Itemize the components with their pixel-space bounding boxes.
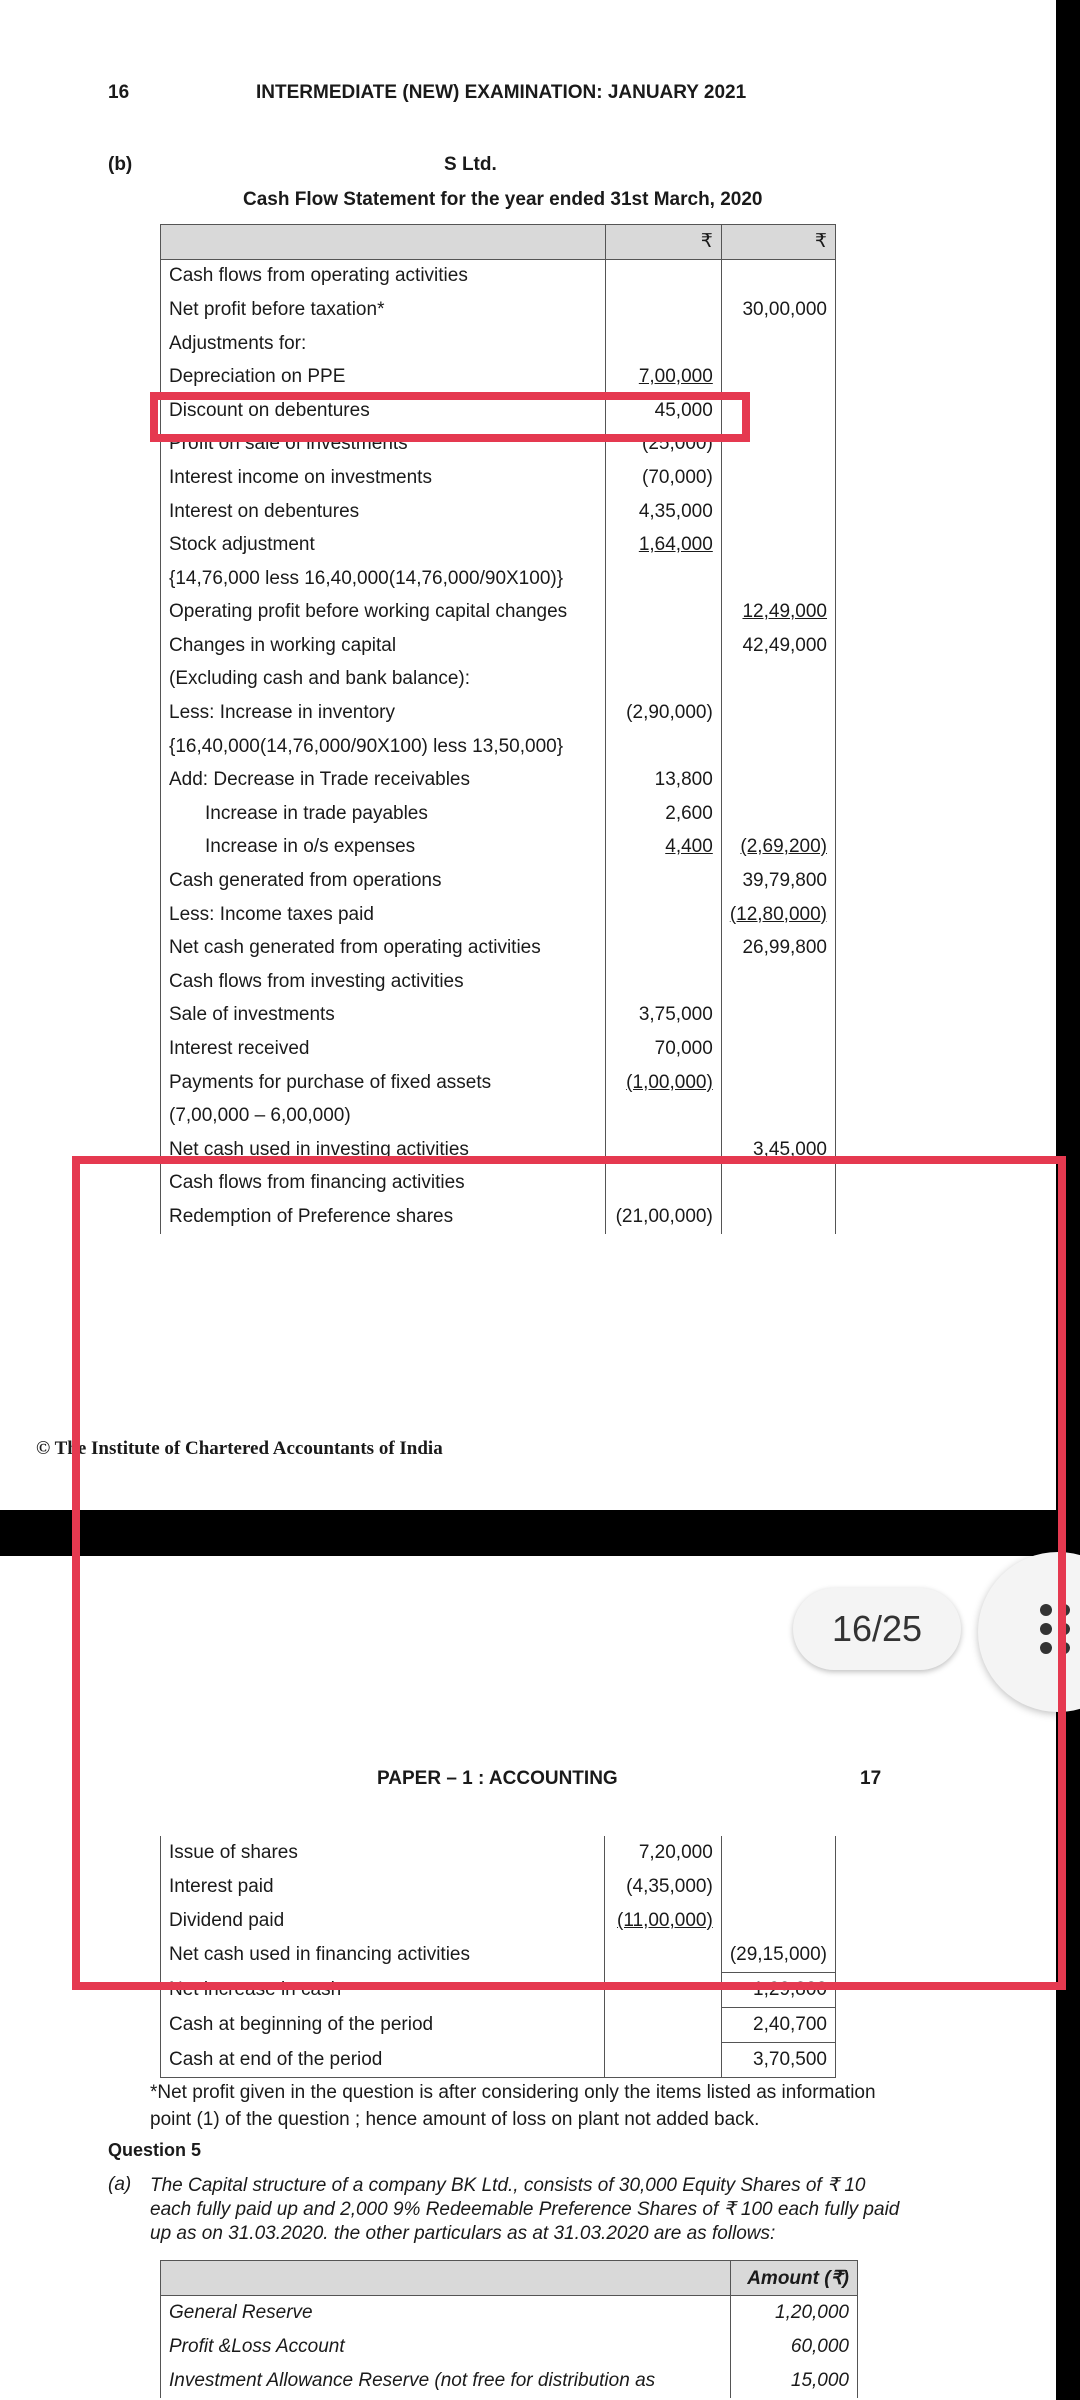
question-text (150, 2174, 899, 2246)
table-row: Interest paid (4,35,000) (161, 1870, 836, 1904)
question-line: The Capital structure of a company BK Ltd., consists of 30,000 Equity Shares of ₹ 10 (150, 2175, 866, 2196)
footnote-line: *Net profit given in the question is after considering only the items listed as information (150, 2082, 876, 2103)
table-row: Sale of investments 3,75,000 (161, 999, 836, 1033)
table-row: Cash generated from operations 39,79,800 (161, 865, 836, 899)
copyright-footer: © The Institute of Chartered Accountants of India (36, 1438, 443, 1459)
table-row: Depreciation on PPE 7,00,000 (161, 361, 836, 395)
table-row: Redemption of Preference shares (21,00,000) (161, 1201, 836, 1235)
table-row: Profit on sale of investments (25,000) (161, 428, 836, 462)
table-row: Payments for purchase of fixed assets (1,00,000) (161, 1066, 836, 1100)
page-number: 16 (108, 82, 130, 103)
table-row: Issue of shares 7,20,000 (161, 1836, 836, 1870)
statement-title: Cash Flow Statement for the year ended 31st March, 2020 (243, 189, 763, 210)
table-row: (Excluding cash and bank balance): (161, 663, 836, 697)
question-label: (a) (108, 2174, 132, 2195)
table-row: Profit &Loss Account 60,000 (161, 2330, 858, 2364)
page-header: INTERMEDIATE (NEW) EXAMINATION: JANUARY 2021 (256, 82, 747, 103)
table-row: Increase in o/s expenses 4,400 (2,69,200) (161, 831, 836, 865)
table-row: Operating profit before working capital changes 12,49,000 (161, 596, 836, 630)
table-row: Cash at beginning of the period 2,40,700 (161, 2008, 836, 2043)
highlight-box-discount (150, 392, 750, 442)
part-label: (b) (108, 154, 133, 175)
question-line: each fully paid up and 2,000 9% Redeemable Preference Shares of ₹ 100 each fully paid (150, 2199, 900, 2220)
table-row: Less: Income taxes paid (12,80,000) (161, 898, 836, 932)
currency-header: ₹ (606, 225, 721, 260)
page-header: PAPER – 1 : ACCOUNTING (377, 1768, 618, 1789)
table-row: Increase in trade payables 2,600 (161, 798, 836, 832)
table-row: Net cash used in investing activities 3,45,000 (161, 1133, 836, 1167)
table-row: Interest income on investments (70,000) (161, 462, 836, 496)
bk-particulars-table (160, 2260, 858, 2398)
table-row: Cash flows from financing activities (161, 1167, 836, 1201)
page-number: 17 (860, 1768, 882, 1789)
table-row: {16,40,000(14,76,000/90X100) less 13,50,000} (161, 730, 836, 764)
footnote (150, 2079, 876, 2133)
footnote-line: point (1) of the question ; hence amount of loss on plant not added back. (150, 2109, 760, 2130)
cash-flow-table (160, 224, 836, 1234)
amount-header: Amount (₹) (731, 2261, 858, 2296)
table-row: Investment Allowance Reserve (not free for distribution as 15,000 (161, 2364, 858, 2398)
page-indicator: 16/25 (793, 1588, 961, 1670)
table-row: Stock adjustment 1,64,000 (161, 529, 836, 563)
question-line: up as on 31.03.2020. the other particulars as at 31.03.2020 are as follows: (150, 2223, 776, 2244)
company-name: S Ltd. (444, 154, 497, 175)
table-row: General Reserve 1,20,000 (161, 2296, 858, 2331)
table-row: Discount on debentures 45,000 (161, 394, 836, 428)
table-row: Cash at end of the period 3,70,500 (161, 2043, 836, 2078)
question-heading: Question 5 (108, 2140, 202, 2160)
table-row: Net increase in cash 1,29,800 (161, 1973, 836, 2008)
table-row: Interest received 70,000 (161, 1033, 836, 1067)
table-row: {14,76,000 less 16,40,000(14,76,000/90X100)} (161, 562, 836, 596)
table-header-row (161, 225, 836, 260)
table-row: Cash flows from investing activities (161, 965, 836, 999)
table-row: Net cash generated from operating activities 26,99,800 (161, 932, 836, 966)
table-row: Cash flows from operating activities (161, 260, 836, 294)
table-row: Interest on debentures 4,35,000 (161, 495, 836, 529)
table-row: Dividend paid (11,00,000) (161, 1904, 836, 1938)
table-row: Adjustments for: (161, 327, 836, 361)
table-row: Less: Increase in inventory (2,90,000) (161, 697, 836, 731)
table-row: (7,00,000 – 6,00,000) (161, 1100, 836, 1134)
table-row: Net profit before taxation* 30,00,000 (161, 294, 836, 328)
table-row: Add: Decrease in Trade receivables 13,800 (161, 764, 836, 798)
currency-header: ₹ (721, 225, 835, 260)
highlight-box-financing (72, 1156, 1066, 1990)
table-row: Changes in working capital 42,49,000 (161, 630, 836, 664)
table-row: Net cash used in financing activities (29,15,000) (161, 1938, 836, 1973)
table-header-row (161, 2261, 858, 2296)
